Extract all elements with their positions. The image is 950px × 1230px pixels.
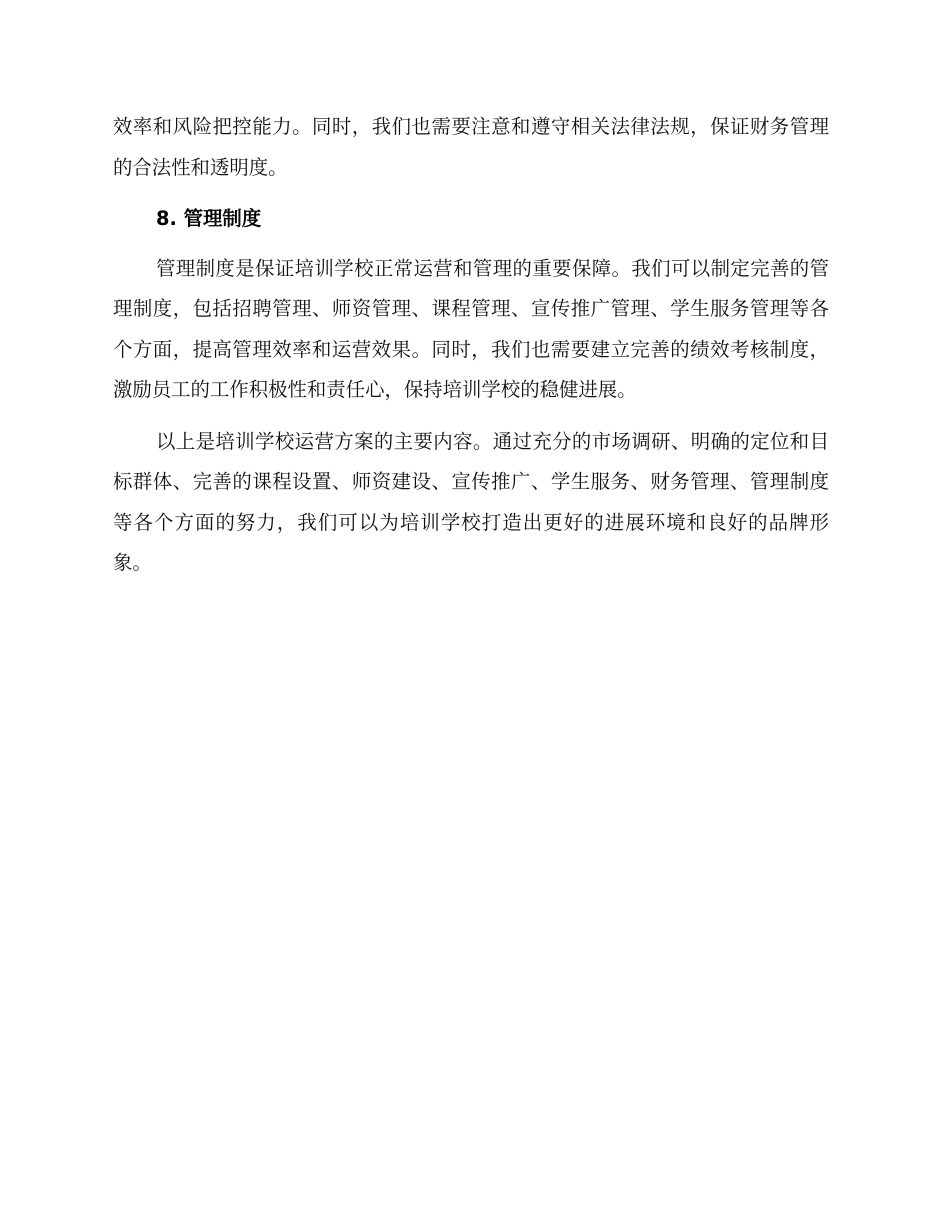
management-system-paragraph: 管理制度是保证培训学校正常运营和管理的重要保障。我们可以制定完善的管理制度，包括招聘管理、师资管理、课程管理、宣传推广管理、学生服务管理等各个方面，提高管理效率和运营效果。同时，我们也需要建立完善的绩效考核制度，激励员工的工作积极性和责任心，保持培训学校的稳健进展。 — [113, 256, 829, 401]
document-body — [113, 107, 829, 595]
continued-paragraph: 效率和风险把控能力。同时，我们也需要注意和遵守相关法律法规，保证财务管理的合法性和透明度。 — [113, 115, 829, 179]
summary-paragraph: 以上是培训学校运营方案的主要内容。通过充分的市场调研、明确的定位和目标群体、完善的课程设置、师资建设、宣传推广、学生服务、财务管理、管理制度等各个方面的努力，我们可以为培训学校打造出更好的进展环境和良好的品牌形象。 — [113, 429, 829, 574]
section-heading: 8. 管理制度 — [156, 207, 262, 230]
